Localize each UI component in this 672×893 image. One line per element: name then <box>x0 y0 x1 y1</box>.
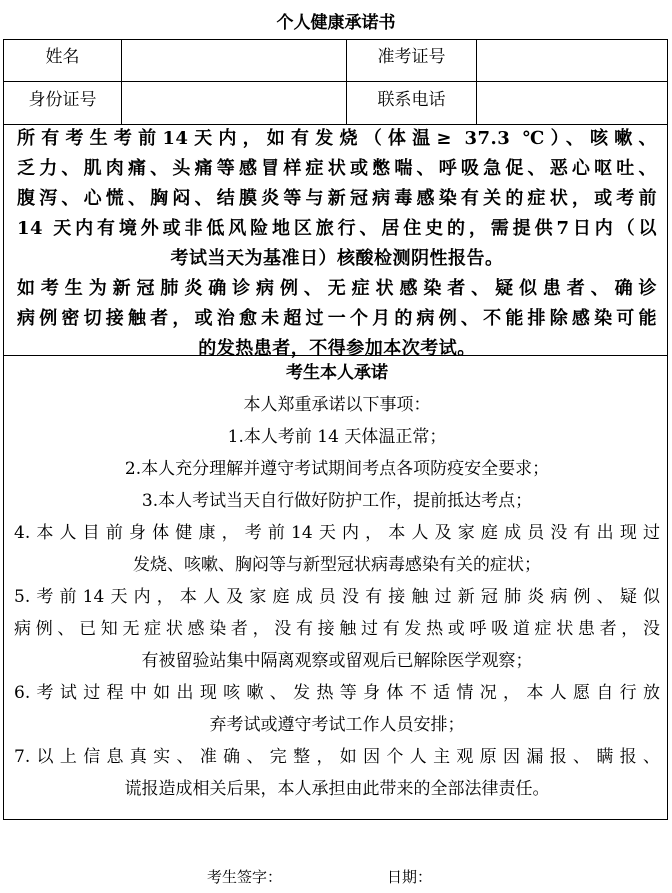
health-notice <box>17 124 657 364</box>
pledge-item: 有被留验站集中隔离观察或留观后已解除医学观察； <box>141 651 533 671</box>
notice-line: 乏力、肌肉痛、头痛等感冒样症状或憋喘、呼吸急促、恶心呕吐、 <box>17 158 657 179</box>
pledge-item: 发烧、咳嗽、胸闷等与新型冠状病毒感染有关的症状； <box>133 555 541 575</box>
pledge-item: 1.本人考前 14 天体温正常； <box>227 427 447 447</box>
notice-line: 考试当天为基准日）核酸检测阴性报告。 <box>170 248 504 269</box>
name-label: 姓名 <box>45 47 80 67</box>
notice-line: 腹泻、心慌、胸闷、结膜炎等与新冠病毒感染有关的症状，或考前 <box>17 188 657 209</box>
pledge-item: 谎报造成相关后果，本人承担由此带来的全部法律责任。 <box>124 779 550 799</box>
pledge-section <box>14 357 660 805</box>
signature-field[interactable] <box>290 862 370 886</box>
notice-line: 所有考生考前14天内，如有发烧（体温≥ 37.3 ℃）、咳嗽、 <box>17 128 657 149</box>
id-card-field[interactable] <box>122 82 345 124</box>
notice-line: 病例密切接触者，或治愈未超过一个月的病例、不能排除感染可能 <box>17 308 657 329</box>
notice-line: 的发热患者，不得参加本次考试。 <box>198 338 476 359</box>
pledge-heading: 考生本人承诺 <box>286 363 388 383</box>
date-label: 日期： <box>387 868 433 886</box>
phone-field[interactable] <box>477 82 667 124</box>
signature-label: 考生签字： <box>207 868 283 886</box>
pledge-item: 6.考试过程中如出现咳嗽、发热等身体不适情况，本人愿自行放 <box>14 683 660 703</box>
notice-line: 如考生为新冠肺炎确诊病例、无症状感染者、疑似患者、确诊 <box>17 278 657 299</box>
pledge-item: 5.考前14天内，本人及家庭成员没有接触过新冠肺炎病例、疑似 <box>14 587 660 607</box>
pledge-item: 4.本人目前身体健康，考前14天内，本人及家庭成员没有出现过 <box>14 523 660 543</box>
exam-id-field[interactable] <box>477 40 667 81</box>
pledge-item: 7.以上信息真实、准确、完整，如因个人主观原因漏报、瞒报、 <box>14 747 660 767</box>
pledge-item: 病例、已知无症状感染者，没有接触过有发热或呼吸道症状患者，没 <box>14 619 660 639</box>
notice-line: 14 天内有境外或非低风险地区旅行、居住史的，需提供7日内（以 <box>17 218 657 239</box>
phone-label: 联系电话 <box>377 90 446 110</box>
document-title: 个人健康承诺书 <box>276 13 396 33</box>
pledge-item: 弃考试或遵守考试工作人员安排； <box>209 715 465 735</box>
id-card-label: 身份证号 <box>28 90 97 110</box>
date-field[interactable] <box>436 862 536 886</box>
pledge-intro: 本人郑重承诺以下事项： <box>243 395 431 415</box>
pledge-item: 2.本人充分理解并遵守考试期间考点各项防疫安全要求； <box>124 459 550 479</box>
pledge-item: 3.本人考试当天自行做好防护工作，提前抵达考点； <box>141 491 533 511</box>
exam-id-label: 准考证号 <box>377 47 446 67</box>
form-table <box>3 39 668 820</box>
name-field[interactable] <box>122 40 345 81</box>
